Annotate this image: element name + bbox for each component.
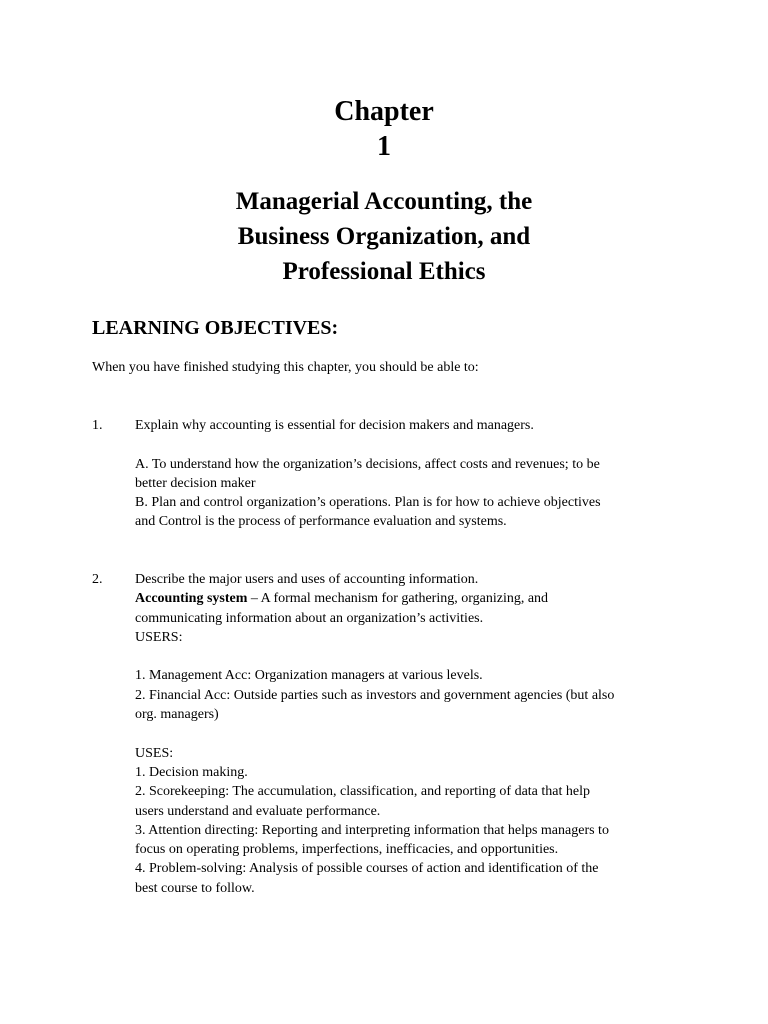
- use-item-cont: users understand and evaluate performance.: [135, 803, 381, 819]
- objectives-intro: When you have finished studying this chapter, you should be able to:: [92, 360, 479, 375]
- objective-lead: Describe the major users and uses of accounting information.: [135, 572, 479, 587]
- definition-text-cont: communicating information about an organization’s activities.: [135, 610, 484, 626]
- use-item: 1. Decision making.: [135, 764, 248, 780]
- objective-sub-b: B. Plan and control organization’s operations. Plan is for how to achieve objectives: [135, 495, 601, 511]
- use-item: 2. Scorekeeping: The accumulation, classification, and reporting of data that help: [135, 784, 590, 800]
- objective-number: 1.: [92, 418, 103, 433]
- use-item-cont: focus on operating problems, imperfections, inefficacies, and opportunities.: [135, 842, 559, 858]
- objective-sub-a: A. To understand how the organization’s decisions, affect costs and revenues; to be: [135, 456, 600, 472]
- uses-label: USES:: [135, 745, 174, 761]
- objective-number: 2.: [92, 572, 103, 587]
- chapter-title-line: Business Organization, and: [237, 223, 531, 250]
- objective-1: [135, 416, 695, 532]
- chapter-title-line: Managerial Accounting, the: [235, 188, 533, 215]
- objective-sub-a-cont: better decision maker: [135, 475, 256, 491]
- learning-objectives-heading: LEARNING OBJECTIVES:: [92, 317, 339, 339]
- users-label: USERS:: [135, 629, 183, 645]
- objective-sub-b-cont: and Control is the process of performance evaluation and systems.: [135, 514, 507, 530]
- use-item: 4. Problem-solving: Analysis of possible courses of action and identification of the: [135, 861, 599, 877]
- user-item-cont: org. managers): [135, 707, 219, 723]
- chapter-title: [0, 184, 768, 289]
- chapter-number: 1: [377, 131, 391, 162]
- defined-term: Accounting system: [135, 591, 248, 607]
- chapter-label: Chapter: [334, 96, 434, 127]
- objective-lead: Explain why accounting is essential for decision makers and managers.: [135, 418, 534, 433]
- use-item: 3. Attention directing: Reporting and interpreting information that helps managers to: [135, 822, 609, 838]
- accounting-system-definition: [135, 589, 695, 608]
- definition-text: – A formal mechanism for gathering, organizing, and: [247, 591, 549, 607]
- chapter-title-line: Professional Ethics: [282, 258, 486, 285]
- use-item-cont: best course to follow.: [135, 880, 255, 896]
- user-item: 1. Management Acc: Organization managers at various levels.: [135, 668, 483, 684]
- user-item: 2. Financial Acc: Outside parties such as investors and government agencies (but also: [135, 687, 615, 703]
- objective-2: [135, 570, 695, 898]
